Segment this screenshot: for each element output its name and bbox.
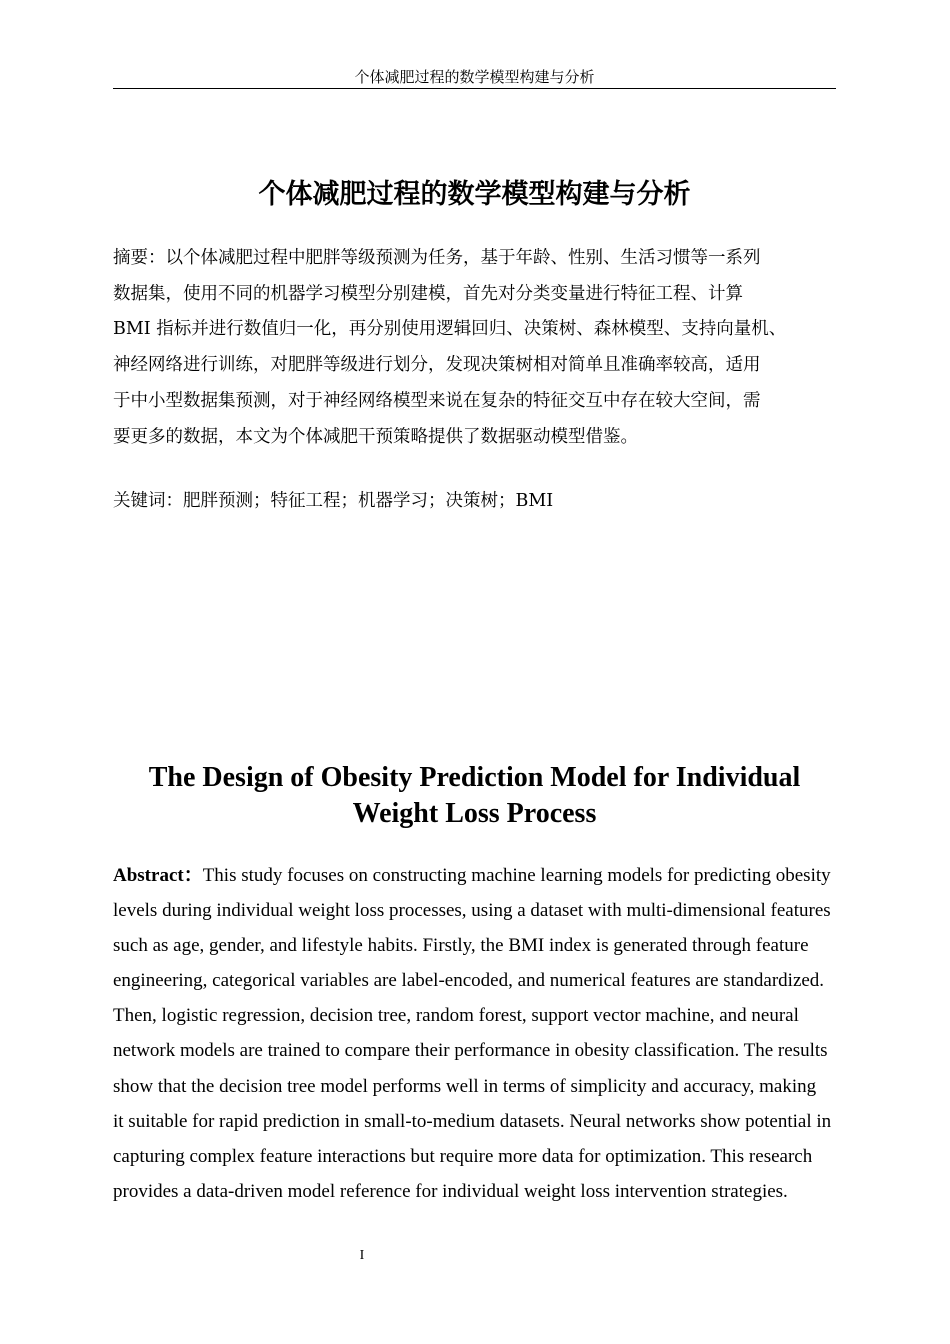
english-abstract-label: Abstract： xyxy=(113,865,203,886)
english-abstract-line: Then, logistic regression, decision tree, random forest, support vector machine, and neural xyxy=(113,1005,799,1027)
chinese-keywords-label: 关键词： xyxy=(113,491,183,511)
english-abstract-text: This study focuses on constructing machine learning models for predicting obesity xyxy=(202,865,831,886)
running-header: 个体减肥过程的数学模型构建与分析 xyxy=(354,68,595,86)
english-title-line: Weight Loss Process xyxy=(352,798,597,829)
chinese-keywords xyxy=(113,484,836,518)
chinese-abstract-line xyxy=(113,241,838,277)
english-abstract-line: show that the decision tree model performs well in terms of simplicity and accuracy, making xyxy=(113,1075,817,1097)
english-abstract-line: levels during individual weight loss processes, using a dataset with multi-dimensional features xyxy=(113,900,831,922)
chinese-abstract-line: 神经网络进行训练，对肥胖等级进行划分，发现决策树相对简单且准确率较高，适用 xyxy=(113,355,761,376)
english-abstract-line: network models are trained to compare their performance in obesity classification. The results xyxy=(113,1040,828,1062)
english-abstract-line: provides a data-driven model reference for individual weight loss intervention strategies. xyxy=(113,1180,788,1202)
english-title-line: The Design of Obesity Prediction Model for Individual xyxy=(148,762,801,793)
english-abstract-line xyxy=(113,858,838,893)
chinese-abstract xyxy=(113,241,838,455)
english-abstract-line: it suitable for rapid prediction in small-to-medium datasets. Neural networks show potential in xyxy=(113,1110,832,1132)
chinese-abstract-label: 摘要： xyxy=(113,248,166,268)
english-abstract xyxy=(113,858,838,1209)
header-rule xyxy=(113,88,836,89)
english-abstract-line: such as age, gender, and lifestyle habits. Firstly, the BMI index is generated through feature xyxy=(113,935,809,957)
chinese-abstract-line: 数据集，使用不同的机器学习模型分别建模，首先对分类变量进行特征工程、计算 xyxy=(113,283,743,304)
chinese-abstract-text: 以个体减肥过程中肥胖等级预测为任务，基于年龄、性别、生活习惯等一系列 xyxy=(165,248,761,268)
page-number: I xyxy=(359,1248,365,1263)
chinese-keywords-text: 肥胖预测；特征工程；机器学习；决策树；BMI xyxy=(183,491,554,511)
chinese-abstract-line: 于中小型数据集预测，对于神经网络模型来说在复杂的特征交互中存在较大空间，需 xyxy=(113,390,761,411)
english-title xyxy=(113,760,836,832)
chinese-abstract-line: BMI 指标并进行数值归一化，再分别使用逻辑回归、决策树、森林模型、支持向量机、 xyxy=(113,319,787,340)
english-abstract-line: capturing complex feature interactions but require more data for optimization. This research xyxy=(113,1145,813,1167)
english-abstract-line: engineering, categorical variables are label-encoded, and numerical features are standardized. xyxy=(113,970,825,992)
chinese-abstract-line: 要更多的数据，本文为个体减肥干预策略提供了数据驱动模型借鉴。 xyxy=(113,426,638,447)
chinese-title: 个体减肥过程的数学模型构建与分析 xyxy=(258,179,691,210)
